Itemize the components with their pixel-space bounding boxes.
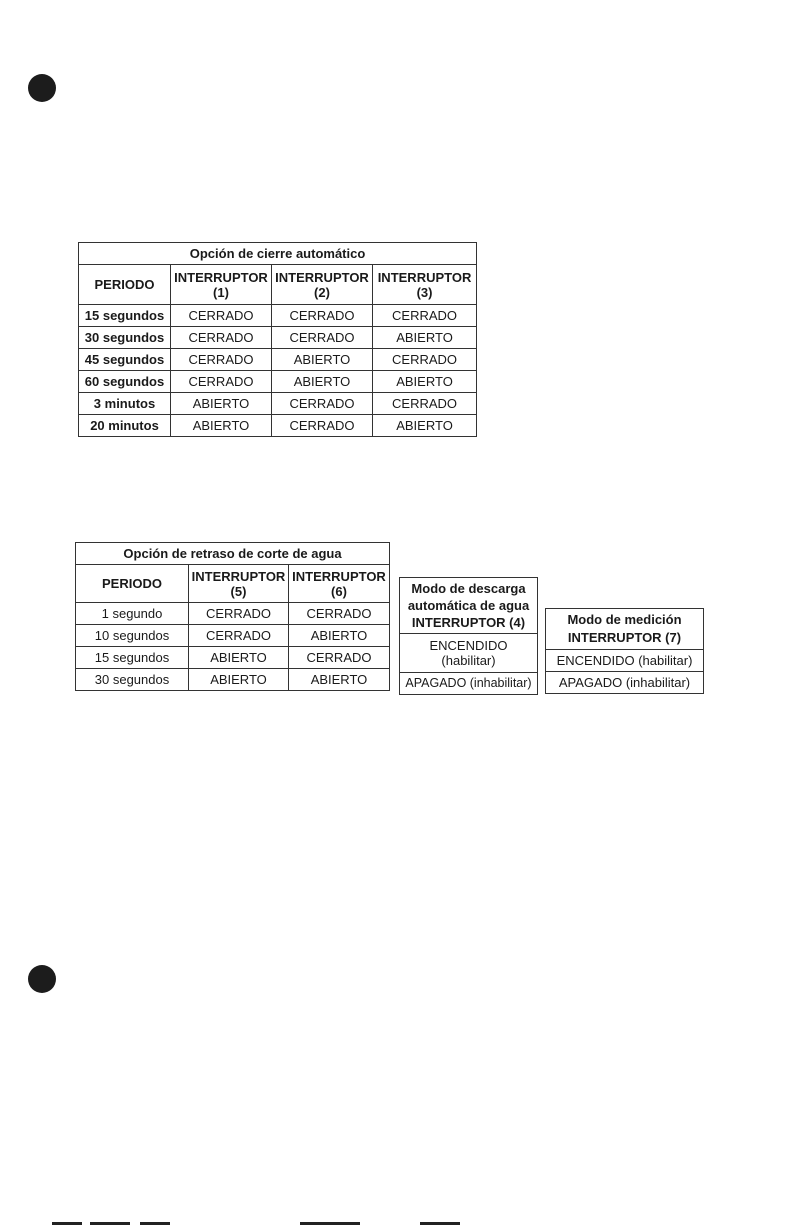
auto-close-title: Opción de cierre automático <box>79 243 477 265</box>
period-cell: 45 segundos <box>79 349 171 371</box>
period-cell: 20 minutos <box>79 415 171 437</box>
switch-state-cell: CERRADO <box>373 349 477 371</box>
table-row <box>79 349 477 371</box>
step-bullet-bottom <box>28 965 56 993</box>
period-cell: 1 segundo <box>76 603 189 625</box>
table-row <box>79 415 477 437</box>
water-delay-table <box>75 542 390 691</box>
table-row <box>79 327 477 349</box>
auto-close-table <box>78 242 477 437</box>
switch-state-cell: CERRADO <box>373 305 477 327</box>
auto-flush-table <box>399 577 538 695</box>
period-cell: 15 segundos <box>76 647 189 669</box>
switch-state-cell: CERRADO <box>272 305 373 327</box>
switch-state-cell: ABIERTO <box>171 415 272 437</box>
print-marks <box>0 1221 793 1225</box>
switch-state-cell: CERRADO <box>171 327 272 349</box>
table-row <box>76 669 390 691</box>
col-header: INTERRUPTOR (3) <box>373 265 477 305</box>
switch-state-cell: ABIERTO <box>373 415 477 437</box>
step-bullet-top <box>28 74 56 102</box>
period-cell: 60 segundos <box>79 371 171 393</box>
switch-state-cell: CERRADO <box>272 327 373 349</box>
col-header: PERIODO <box>76 565 189 603</box>
period-cell: 10 segundos <box>76 625 189 647</box>
switch-state-cell: ABIERTO <box>373 327 477 349</box>
switch-state-cell: ABIERTO <box>189 669 289 691</box>
switch-state-cell: ABIERTO <box>272 371 373 393</box>
metering-off: APAGADO (inhabilitar) <box>546 672 704 694</box>
metering-title: Modo de medición INTERRUPTOR (7) <box>546 609 704 650</box>
col-header: INTERRUPTOR (2) <box>272 265 373 305</box>
switch-state-cell: ABIERTO <box>171 393 272 415</box>
switch-state-cell: CERRADO <box>171 349 272 371</box>
switch-state-cell: ABIERTO <box>189 647 289 669</box>
table-row <box>76 647 390 669</box>
col-header: INTERRUPTOR (1) <box>171 265 272 305</box>
table-row <box>79 305 477 327</box>
auto-flush-on: ENCENDIDO (habilitar) <box>400 634 538 673</box>
period-cell: 15 segundos <box>79 305 171 327</box>
switch-state-cell: CERRADO <box>289 603 390 625</box>
period-cell: 3 minutos <box>79 393 171 415</box>
switch-state-cell: CERRADO <box>373 393 477 415</box>
switch-state-cell: CERRADO <box>189 625 289 647</box>
switch-state-cell: CERRADO <box>189 603 289 625</box>
table-row <box>79 393 477 415</box>
auto-flush-off: APAGADO (inhabilitar) <box>400 673 538 695</box>
col-header: INTERRUPTOR (5) <box>189 565 289 603</box>
table-row <box>79 371 477 393</box>
switch-state-cell: ABIERTO <box>373 371 477 393</box>
switch-state-cell: CERRADO <box>171 305 272 327</box>
table-row <box>76 625 390 647</box>
switch-state-cell: CERRADO <box>272 415 373 437</box>
switch-state-cell: ABIERTO <box>289 669 390 691</box>
col-header: INTERRUPTOR (6) <box>289 565 390 603</box>
switch-state-cell: ABIERTO <box>289 625 390 647</box>
auto-flush-title: Modo de descarga automática de agua INTERRUPTOR (4) <box>400 578 538 634</box>
water-delay-title: Opción de retraso de corte de agua <box>76 543 390 565</box>
metering-on: ENCENDIDO (habilitar) <box>546 650 704 672</box>
period-cell: 30 segundos <box>76 669 189 691</box>
table-row <box>76 603 390 625</box>
metering-table <box>545 608 704 694</box>
switch-state-cell: CERRADO <box>171 371 272 393</box>
switch-state-cell: ABIERTO <box>272 349 373 371</box>
period-cell: 30 segundos <box>79 327 171 349</box>
col-header: PERIODO <box>79 265 171 305</box>
switch-state-cell: CERRADO <box>272 393 373 415</box>
switch-state-cell: CERRADO <box>289 647 390 669</box>
